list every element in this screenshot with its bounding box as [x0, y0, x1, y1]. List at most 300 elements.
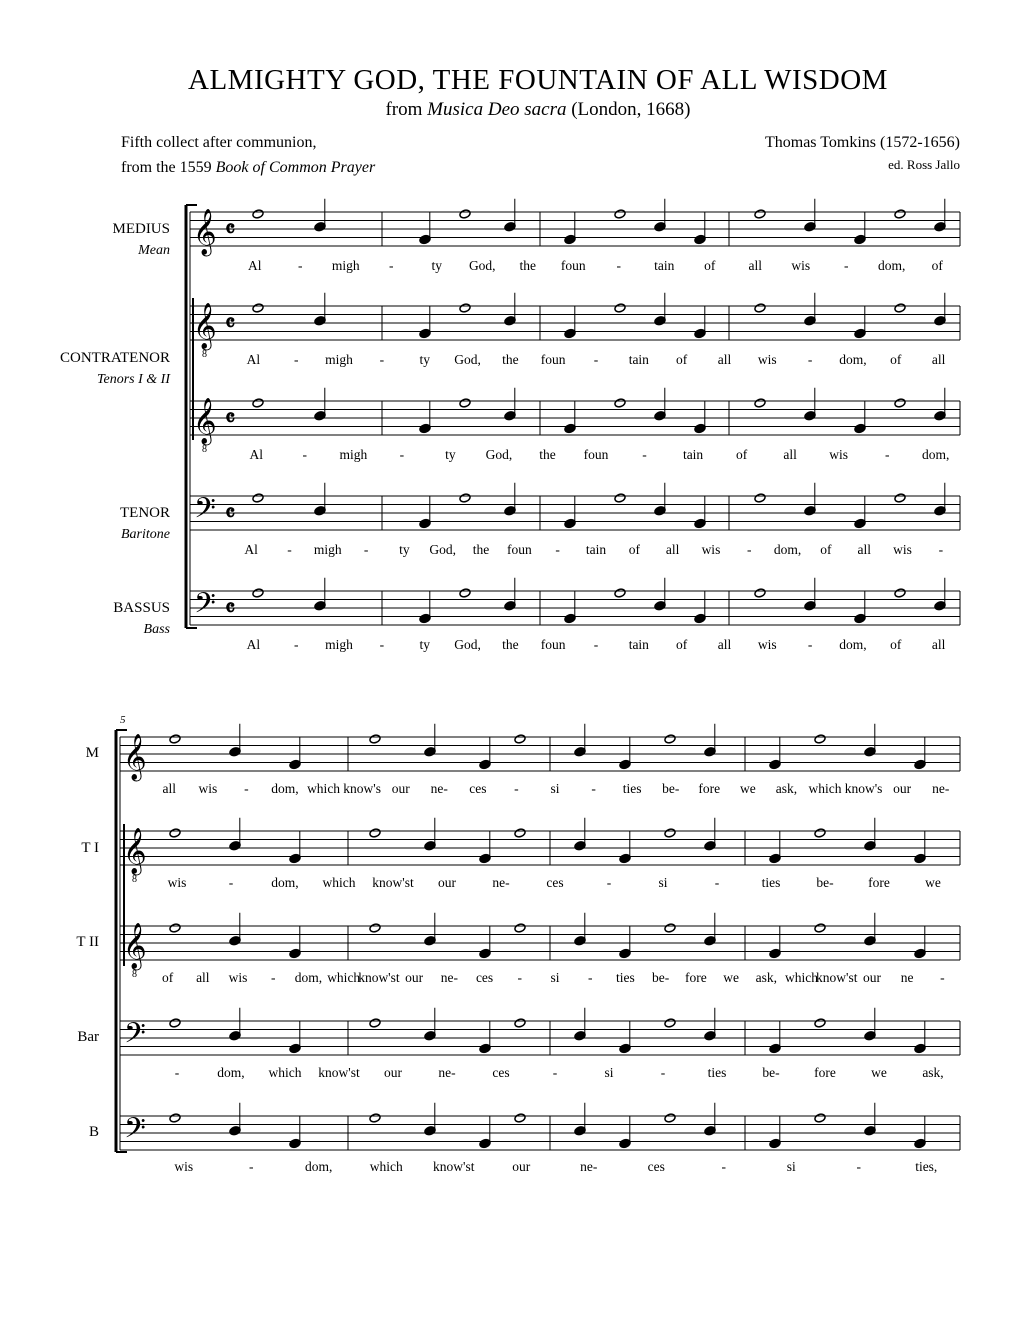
- sys2-voice-3-note: [704, 1031, 716, 1041]
- sys2-voice-1-note: [619, 853, 631, 863]
- lyric-syllable: wis: [791, 258, 811, 273]
- sys1-voice-3-note: [459, 493, 471, 503]
- lyric-syllable: our: [512, 1159, 531, 1174]
- sys2-voice-4-note: [479, 1138, 491, 1148]
- sys2-voice-4-note: [814, 1113, 826, 1123]
- time-signature: 𝄴: [225, 311, 236, 336]
- lyric-syllable: ties: [622, 781, 642, 796]
- lyric-syllable: which: [369, 1159, 403, 1174]
- voice-alt-bassus: Bass: [143, 622, 170, 637]
- lyric-syllable: God,: [454, 637, 481, 652]
- lyric-syllable: wis: [167, 875, 187, 890]
- lyric-syllable: ties: [707, 1065, 727, 1080]
- sys2-voice-1-note: [289, 853, 301, 863]
- lyric-syllable: Al: [248, 258, 262, 273]
- lyric-syllable: foun: [583, 447, 609, 462]
- lyric-syllable: dom,: [773, 542, 802, 557]
- lyric-syllable: -: [249, 1159, 254, 1174]
- sys2-voice-2-note: [814, 923, 826, 933]
- lyric-syllable: migh: [325, 637, 353, 652]
- lyric-syllable: ty: [419, 637, 430, 652]
- sys1-voice-3-note: [564, 518, 576, 528]
- voice-abbr-medius: M: [85, 745, 99, 761]
- sys1-voice-0-note: [654, 222, 666, 232]
- sys2-voice-0-note: [229, 747, 241, 757]
- sys2-voice-0-note: [769, 759, 781, 769]
- lyric-syllable: fore: [814, 1065, 836, 1080]
- lyric-syllable: fore: [868, 875, 890, 890]
- sys1-voice-2-note: [694, 423, 706, 433]
- lyric-syllable: ces: [546, 875, 564, 890]
- lyric-syllable: of: [820, 542, 832, 557]
- sys1-voice-1-note: [459, 303, 471, 313]
- lyric-syllable: ties: [616, 970, 635, 985]
- lyric-syllable: ne: [900, 970, 914, 985]
- lyric-syllable: -: [844, 258, 849, 273]
- sys1-voice-4-note: [654, 601, 666, 611]
- lyric-syllable: know'st: [372, 875, 414, 890]
- sys1-voice-2-note: [614, 398, 626, 408]
- sys1-voice-3-note: [804, 506, 816, 516]
- lyric-syllable: ces: [492, 1065, 510, 1080]
- lyric-syllable: wis: [893, 542, 912, 557]
- lyric-syllable: si: [658, 875, 668, 890]
- sys2-voice-1-note: [369, 828, 381, 838]
- sys2-voice-0-note: [289, 759, 301, 769]
- lyric-syllable: -: [379, 637, 385, 652]
- sys2-voice-4-note: [514, 1113, 526, 1123]
- lyric-syllable: all: [162, 781, 177, 796]
- sys1-voice-0-note: [854, 234, 866, 244]
- sys1-voice-1-note: [854, 328, 866, 338]
- sys1-voice-3-note: [934, 506, 946, 516]
- sys1-voice-2-note: [934, 411, 946, 421]
- lyric-syllable: -: [807, 637, 813, 652]
- lyric-syllable: our: [391, 781, 410, 796]
- lyric-syllable: si: [604, 1065, 614, 1080]
- lyric-syllable: wis: [174, 1159, 194, 1174]
- lyric-syllable: foun: [540, 352, 566, 367]
- lyric-syllable: -: [660, 1065, 666, 1080]
- subtitle-italic: Musica Deo sacra: [427, 99, 567, 120]
- sys1-voice-4-note: [934, 601, 946, 611]
- lyric-syllable: God,: [485, 447, 513, 462]
- sys2-voice-0-note: [864, 747, 876, 757]
- lyric-syllable: tain: [654, 258, 675, 273]
- treble-clef-icon: 𝄞: [123, 734, 147, 780]
- lyric-syllable: -: [244, 781, 249, 796]
- lyric-syllable: the: [502, 352, 519, 367]
- sys2-voice-1-note: [514, 828, 526, 838]
- sys1-voice-2-note: [252, 398, 264, 408]
- lyric-syllable: all: [931, 637, 946, 652]
- sys1-voice-4-note: [804, 601, 816, 611]
- sys1-voice-4-note: [564, 613, 576, 623]
- sys1-voice-1-note: [894, 303, 906, 313]
- sys2-voice-2-note: [864, 936, 876, 946]
- lyric-syllable: -: [555, 542, 560, 557]
- sys2-voice-2-note: [289, 948, 301, 958]
- treble-clef-icon: 𝄞: [123, 923, 147, 969]
- subtitle-suffix: (London, 1668): [566, 99, 691, 120]
- lyric-syllable: dom,: [922, 447, 950, 462]
- sys1-voice-1-note: [314, 316, 326, 326]
- sys1-voice-2-note: [314, 411, 326, 421]
- voice-name-medius: MEDIUS: [112, 221, 170, 237]
- lyric-syllable: the: [472, 542, 490, 557]
- voice-abbr-tenor-2: T II: [76, 934, 99, 950]
- lyric-syllable: we: [871, 1065, 887, 1080]
- voice-alt-contratenor: Tenors I & II: [97, 372, 170, 387]
- sys2-voice-3-note: [229, 1031, 241, 1041]
- sys2-voice-3-note: [514, 1018, 526, 1028]
- lyric-syllable: know'st: [358, 970, 400, 985]
- sys2-voice-0-note: [369, 734, 381, 744]
- lyric-syllable: God,: [454, 352, 481, 367]
- sys2-voice-3-note: [574, 1031, 586, 1041]
- sys2-voice-3-note: [664, 1018, 676, 1028]
- voice-name-bassus: BASSUS: [113, 600, 170, 616]
- sys1-voice-0-note: [564, 234, 576, 244]
- voice-abbr-tenor-1: T I: [81, 840, 99, 856]
- lyric-syllable: -: [593, 637, 599, 652]
- sys2-voice-0-note: [424, 747, 436, 757]
- lyric-syllable: the: [519, 258, 536, 273]
- lyric-syllable: -: [514, 781, 519, 796]
- sys1-voice-4-note: [419, 613, 431, 623]
- sys1-voice-0-note: [459, 209, 471, 219]
- sys1-voice-3-note: [252, 493, 264, 503]
- lyric-syllable: which: [268, 1065, 302, 1080]
- sys1-voice-0-note: [894, 209, 906, 219]
- lyric-syllable: -: [884, 447, 890, 462]
- octave-eight-mark: 8: [202, 349, 207, 360]
- lyric-syllable: -: [228, 875, 234, 890]
- sys2-voice-4-note: [289, 1138, 301, 1148]
- lyric-syllable: wis: [757, 637, 777, 652]
- sys1-voice-2-note: [854, 423, 866, 433]
- lyric-syllable: we: [925, 875, 941, 890]
- lyric-syllable: ask,: [922, 1065, 944, 1080]
- lyric-syllable: of: [704, 258, 716, 273]
- lyric-syllable: of: [676, 637, 688, 652]
- lyric-syllable: be-: [816, 875, 834, 890]
- sys1-voice-4-note: [614, 588, 626, 598]
- sys1-voice-0-note: [754, 209, 766, 219]
- lyric-syllable: which: [307, 781, 341, 796]
- sys2-voice-1-note: [664, 828, 676, 838]
- sys1-voice-4-note: [754, 588, 766, 598]
- staff-sys2-0: [120, 734, 960, 782]
- sys1-voice-0-note: [252, 209, 264, 219]
- sys2-voice-2-note: [664, 923, 676, 933]
- sys1-voice-0-note: [314, 222, 326, 232]
- lyric-syllable: of: [628, 542, 640, 557]
- treble-clef-icon: 𝄞: [193, 398, 217, 444]
- lyric-syllable: dom,: [305, 1159, 333, 1174]
- sys2-voice-3-note: [169, 1018, 181, 1028]
- octave-eight-mark: 8: [202, 444, 207, 455]
- lyric-syllable: the: [539, 447, 556, 462]
- lyric-syllable: wis: [757, 352, 777, 367]
- lyric-syllable: our: [862, 970, 881, 985]
- sys2-voice-0-note: [814, 734, 826, 744]
- sys2-voice-1-note: [914, 853, 926, 863]
- sys2-voice-0-note: [664, 734, 676, 744]
- lyric-syllable: fore: [698, 781, 721, 796]
- lyric-syllable: tain: [628, 352, 649, 367]
- time-signature: 𝄴: [225, 217, 236, 242]
- lyric-syllable: migh: [339, 447, 368, 462]
- lyric-syllable: -: [856, 1159, 861, 1174]
- lyric-syllable: -: [302, 447, 308, 462]
- lyric-syllable: ty: [399, 542, 410, 557]
- sys1-voice-3-note: [694, 518, 706, 528]
- sys2-voice-2-note: [769, 948, 781, 958]
- sys1-voice-0-note: [614, 209, 626, 219]
- sys2-voice-2-note: [424, 936, 436, 946]
- lyric-syllable: all: [665, 542, 680, 557]
- sys1-voice-2-note: [459, 398, 471, 408]
- sys1-voice-2-note: [504, 411, 516, 421]
- lyric-syllable: our: [438, 875, 456, 890]
- lyric-syllable: -: [940, 970, 945, 985]
- octave-eight-mark: 8: [132, 874, 137, 885]
- lyric-syllable: all: [857, 542, 871, 557]
- sys2-voice-2-note: [169, 923, 181, 933]
- sys2-voice-4-note: [369, 1113, 381, 1123]
- lyric-syllable: ne-: [430, 781, 448, 796]
- sys2-voice-1-note: [864, 841, 876, 851]
- sys1-voice-4-note: [504, 601, 516, 611]
- lyric-syllable: all: [717, 637, 732, 652]
- sys2-voice-2-note: [479, 948, 491, 958]
- composer-credit: Thomas Tomkins (1572-1656): [764, 134, 960, 151]
- measure-number: 5: [120, 714, 126, 726]
- sys1-voice-4-note: [854, 613, 866, 623]
- lyric-syllable: know'st: [318, 1065, 360, 1080]
- lyric-syllable: dom,: [839, 637, 867, 652]
- voice-alt-tenor: Baritone: [121, 527, 170, 542]
- text-source-prefix: from the 1559: [121, 159, 216, 176]
- sys1-voice-0-note: [504, 222, 516, 232]
- staff-sys2-1: [120, 828, 960, 885]
- lyric-syllable: si: [550, 970, 560, 985]
- lyric-syllable: know's: [844, 781, 883, 796]
- lyric-syllable: -: [293, 352, 299, 367]
- sys2-voice-0-note: [169, 734, 181, 744]
- sys1-voice-3-note: [504, 506, 516, 516]
- lyric-syllable: our: [893, 781, 912, 796]
- bass-clef-icon: 𝄢: [124, 1017, 146, 1057]
- sys1-voice-0-note: [804, 222, 816, 232]
- lyric-syllable: we: [723, 970, 739, 985]
- lyric-syllable: foun: [540, 637, 566, 652]
- sys2-voice-3-note: [369, 1018, 381, 1028]
- sys2-voice-4-note: [769, 1138, 781, 1148]
- lyric-syllable: -: [642, 447, 647, 462]
- lyric-syllable: -: [616, 258, 621, 273]
- voice-abbr-baritone: Bar: [77, 1029, 99, 1045]
- voice-name-contratenor: CONTRATENOR: [59, 350, 170, 366]
- voice-alt-medius: Mean: [138, 243, 170, 258]
- lyric-syllable: we: [739, 781, 756, 796]
- sys1-voice-0-note: [694, 234, 706, 244]
- lyric-syllable: dom,: [839, 352, 867, 367]
- lyric-syllable: know'st: [433, 1159, 475, 1174]
- lyric-syllable: the: [502, 637, 519, 652]
- lyric-syllable: ties: [761, 875, 781, 890]
- lyric-syllable: ces: [647, 1159, 665, 1174]
- sys2-voice-2-note: [914, 948, 926, 958]
- sys2-voice-1-note: [229, 841, 241, 851]
- time-signature: 𝄴: [225, 406, 236, 431]
- sys1-voice-3-note: [894, 493, 906, 503]
- lyric-syllable: all: [196, 970, 210, 985]
- sys1-voice-1-note: [252, 303, 264, 313]
- lyric-syllable: -: [363, 542, 369, 557]
- lyric-syllable: which: [322, 875, 356, 890]
- sys1-voice-3-note: [654, 506, 666, 516]
- editor-credit: ed. Ross Jallo: [888, 157, 960, 172]
- lyric-syllable: Al: [249, 447, 264, 462]
- sys2-voice-3-note: [619, 1043, 631, 1053]
- sys2-voice-4-note: [704, 1126, 716, 1136]
- lyric-syllable: ne-: [438, 1065, 456, 1080]
- lyric-syllable: tain: [628, 637, 649, 652]
- lyric-syllable: God,: [468, 258, 496, 273]
- lyric-syllable: -: [293, 637, 299, 652]
- lyric-syllable: fore: [685, 970, 707, 985]
- sys2-voice-2-note: [229, 936, 241, 946]
- sys2-voice-4-note: [424, 1126, 436, 1136]
- voice-name-tenor: TENOR: [120, 505, 170, 521]
- lyric-syllable: migh: [331, 258, 360, 273]
- lyric-syllable: -: [379, 352, 385, 367]
- lyric-syllable: wis: [829, 447, 849, 462]
- lyric-syllable: which: [808, 781, 842, 796]
- sys2-voice-1-note: [704, 841, 716, 851]
- sys1-voice-4-note: [459, 588, 471, 598]
- sys1-voice-1-note: [614, 303, 626, 313]
- lyric-syllable: of: [890, 352, 902, 367]
- lyric-syllable: dom,: [878, 258, 906, 273]
- lyric-syllable: ty: [445, 447, 456, 462]
- sys1-voice-3-note: [314, 506, 326, 516]
- treble-clef-icon: 𝄞: [123, 828, 147, 874]
- sys2-voice-1-note: [814, 828, 826, 838]
- sys2-voice-0-note: [574, 747, 586, 757]
- sys2-voice-4-note: [914, 1138, 926, 1148]
- sys1-voice-4-note: [894, 588, 906, 598]
- lyric-syllable: which: [785, 970, 819, 985]
- lyric-syllable: ces: [475, 970, 494, 985]
- bass-clef-icon: 𝄢: [194, 587, 216, 627]
- text-source-line-1: Fifth collect after communion,: [121, 134, 317, 151]
- lyric-syllable: all: [783, 447, 797, 462]
- lyric-syllable: ty: [419, 352, 430, 367]
- staff-sys2-3: [120, 1017, 960, 1057]
- sys1-voice-0-note: [934, 222, 946, 232]
- system-2: [116, 724, 960, 1174]
- sys1-voice-2-note: [804, 411, 816, 421]
- sys2-voice-4-note: [864, 1126, 876, 1136]
- sys2-voice-3-note: [479, 1043, 491, 1053]
- lyric-syllable: wis: [228, 970, 248, 985]
- sys2-voice-4-note: [169, 1113, 181, 1123]
- lyric-syllable: -: [606, 875, 612, 890]
- sys2-voice-2-note: [369, 923, 381, 933]
- sys2-voice-0-note: [704, 747, 716, 757]
- time-signature: 𝄴: [225, 501, 236, 526]
- lyric-syllable: of: [735, 447, 748, 462]
- lyric-syllable: which: [327, 970, 361, 985]
- lyric-syllable: -: [714, 875, 720, 890]
- lyric-syllable: migh: [313, 542, 342, 557]
- lyric-syllable: -: [287, 542, 292, 557]
- sys1-voice-1-note: [419, 328, 431, 338]
- sys2-voice-2-note: [514, 923, 526, 933]
- lyric-syllable: all: [748, 258, 762, 273]
- sys1-voice-2-note: [419, 423, 431, 433]
- sys2-voice-3-note: [769, 1043, 781, 1053]
- time-signature: 𝄴: [225, 596, 236, 621]
- lyric-syllable: all: [717, 352, 732, 367]
- sys2-voice-3-note: [424, 1031, 436, 1041]
- bass-clef-icon: 𝄢: [194, 492, 216, 532]
- sys1-voice-1-note: [504, 316, 516, 326]
- lyric-syllable: know's: [343, 781, 381, 796]
- text-source-italic: Book of Common Prayer: [215, 159, 376, 176]
- sys1-voice-0-note: [419, 234, 431, 244]
- sys2-voice-1-note: [479, 853, 491, 863]
- treble-clef-icon: 𝄞: [193, 303, 217, 349]
- sys1-voice-3-note: [419, 518, 431, 528]
- sys1-voice-4-note: [314, 601, 326, 611]
- lyric-syllable: God,: [429, 542, 457, 557]
- lyric-syllable: -: [721, 1159, 726, 1174]
- lyric-syllable: dom,: [271, 781, 299, 796]
- lyric-syllable: -: [399, 447, 405, 462]
- lyric-syllable: be-: [762, 1065, 780, 1080]
- system-1: [186, 199, 960, 652]
- sys1-voice-2-note: [894, 398, 906, 408]
- lyric-syllable: -: [298, 258, 303, 273]
- sys2-voice-1-note: [169, 828, 181, 838]
- sys2-voice-3-note: [289, 1043, 301, 1053]
- lyric-syllable: si: [786, 1159, 796, 1174]
- lyric-syllable: of: [676, 352, 688, 367]
- lyric-syllable: foun: [560, 258, 586, 273]
- lyric-syllable: migh: [325, 352, 353, 367]
- lyric-syllable: be-: [652, 970, 670, 985]
- sys2-voice-0-note: [479, 759, 491, 769]
- lyric-syllable: ne-: [580, 1159, 598, 1174]
- lyric-syllable: our: [405, 970, 424, 985]
- sys2-voice-1-note: [574, 841, 586, 851]
- lyric-syllable: ne-: [932, 781, 950, 796]
- lyric-syllable: -: [591, 781, 596, 796]
- lyric-syllable: ty: [431, 258, 443, 273]
- lyric-syllable: ties,: [915, 1159, 938, 1174]
- sys1-voice-1-note: [564, 328, 576, 338]
- sys1-voice-3-note: [614, 493, 626, 503]
- lyric-syllable: -: [747, 542, 752, 557]
- sys1-voice-1-note: [934, 316, 946, 326]
- lyric-syllable: Al: [244, 542, 258, 557]
- treble-clef-icon: 𝄞: [193, 209, 217, 255]
- lyric-syllable: dom,: [271, 875, 299, 890]
